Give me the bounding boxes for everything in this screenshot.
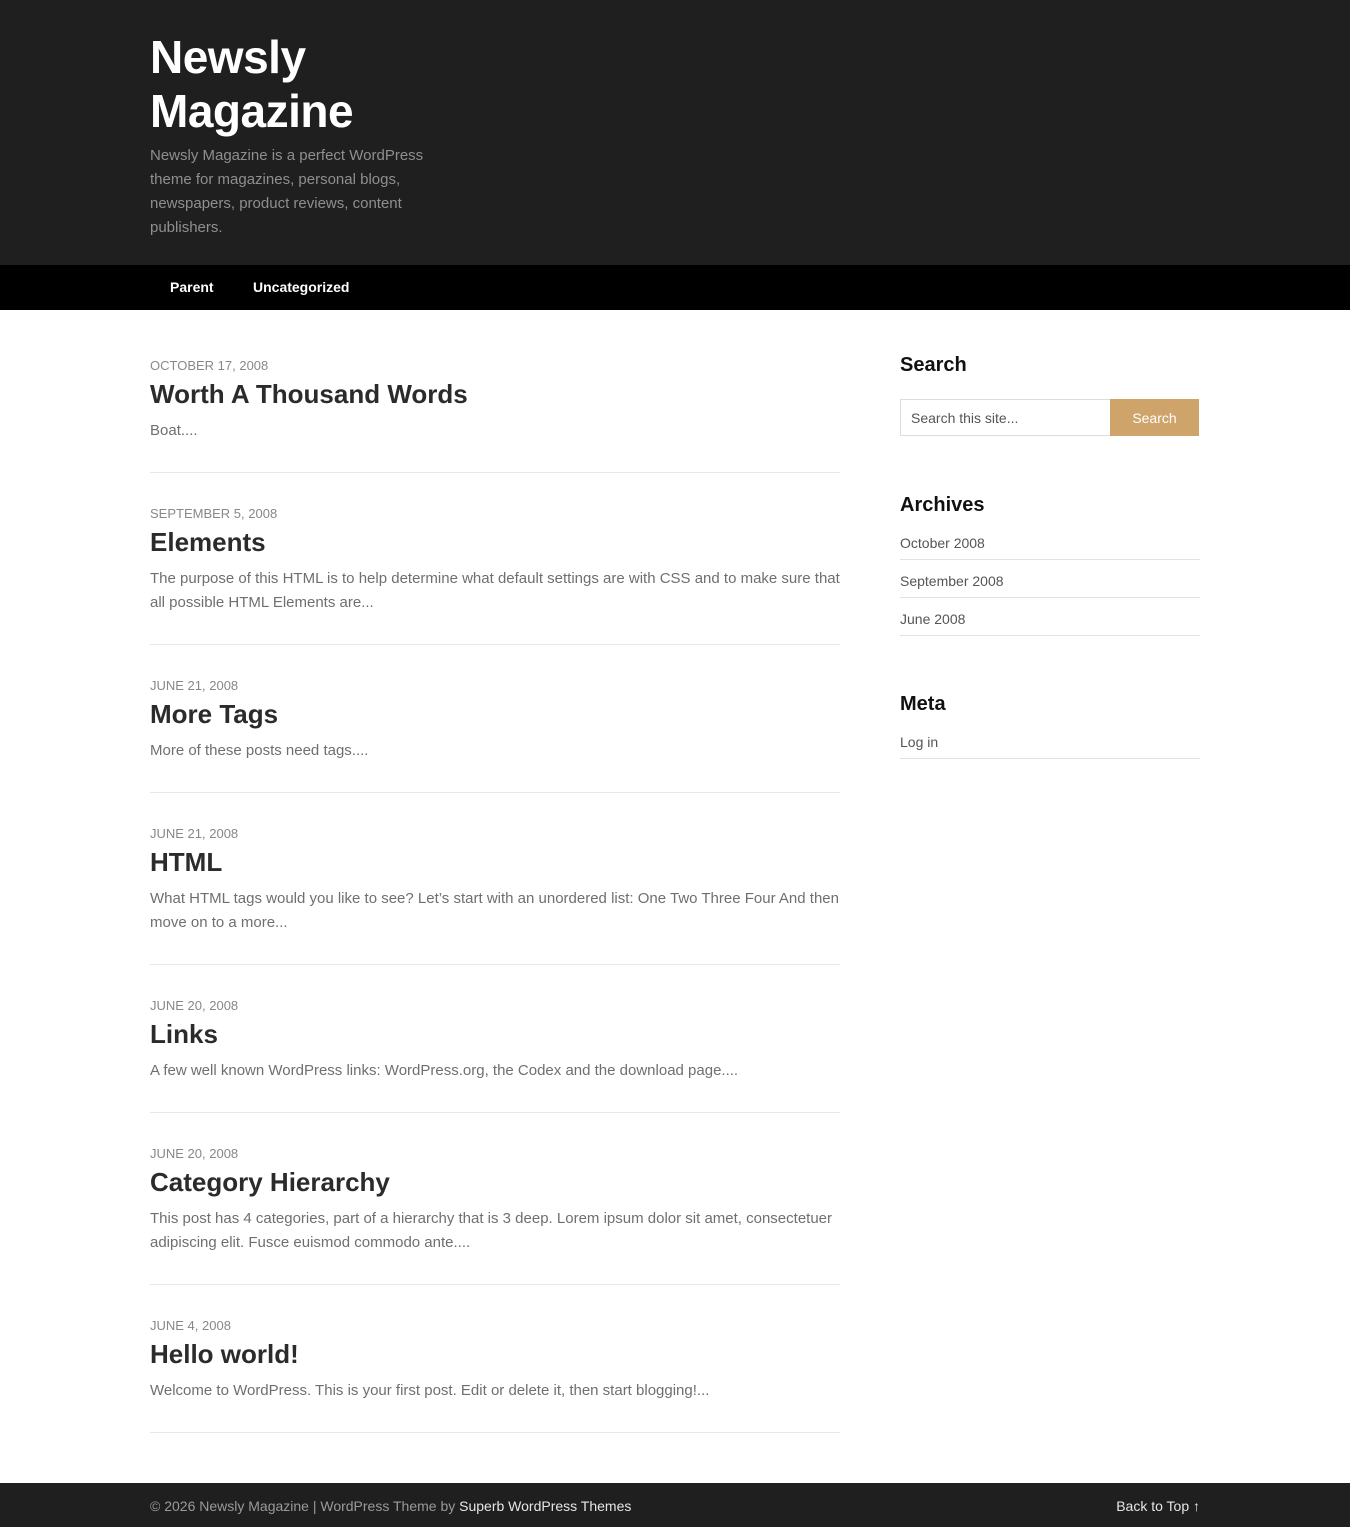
footer-copyright: © 2026 Newsly Magazine | WordPress Theme by: [150, 1498, 460, 1514]
nav-item-parent[interactable]: Parent: [170, 279, 214, 295]
post-date: JUNE 21, 2008: [150, 678, 239, 693]
post-title[interactable]: Worth A Thousand Words: [150, 379, 468, 409]
site-description: Newsly Magazine is a perfect WordPress theme for magazines, personal blogs, newspapers, product reviews, content publishers.: [150, 147, 424, 236]
post-title[interactable]: HTML: [150, 847, 223, 877]
main-navigation: [0, 265, 1350, 310]
post-divider: [150, 792, 840, 793]
post-item: [150, 825, 840, 935]
post-divider: [150, 1432, 840, 1433]
post-item: [150, 997, 840, 1083]
post-item: [150, 1145, 840, 1255]
archive-link-label: October 2008: [900, 535, 985, 551]
post-divider: [150, 1284, 840, 1285]
meta-link-label: Log in: [900, 734, 939, 750]
post-date: JUNE 21, 2008: [150, 826, 239, 841]
nav-item-uncategorized[interactable]: Uncategorized: [253, 279, 350, 295]
site-header: [0, 0, 1350, 265]
search-widget-title: Search: [900, 354, 967, 376]
post-excerpt: A few well known WordPress links: WordPress.org, the Codex and the download page....: [150, 1062, 739, 1079]
post-title[interactable]: Hello world!: [150, 1339, 299, 1369]
post-divider: [150, 964, 840, 965]
post-date: OCTOBER 17, 2008: [150, 358, 269, 373]
post-item: [150, 505, 840, 615]
archive-link-label: September 2008: [900, 573, 1004, 589]
archive-link-september-2008[interactable]: [900, 560, 1200, 598]
meta-link-log-in[interactable]: [900, 721, 1200, 759]
search-button[interactable]: Search: [1110, 399, 1199, 436]
site-title[interactable]: Newsly Magazine: [150, 31, 354, 137]
archive-link-june-2008[interactable]: [900, 598, 1200, 636]
post-date: SEPTEMBER 5, 2008: [150, 506, 278, 521]
post-item: [150, 1317, 840, 1403]
post-excerpt: More of these posts need tags....: [150, 742, 369, 759]
archives-widget-title: Archives: [900, 494, 985, 516]
archive-link-october-2008[interactable]: [900, 522, 1200, 560]
search-input[interactable]: [900, 399, 1111, 436]
post-title[interactable]: More Tags: [150, 699, 279, 729]
post-title[interactable]: Links: [150, 1019, 218, 1049]
post-excerpt: The purpose of this HTML is to help determine what default settings are with CSS and to make sure that all possible HTML Elements are...: [150, 570, 840, 611]
site-footer: [0, 1483, 1350, 1527]
footer-theme-link[interactable]: Superb WordPress Themes: [459, 1498, 632, 1514]
search-form: [900, 399, 1200, 436]
post-title[interactable]: Elements: [150, 527, 266, 557]
post-date: JUNE 4, 2008: [150, 1318, 231, 1333]
post-date: JUNE 20, 2008: [150, 1146, 239, 1161]
meta-widget-title: Meta: [900, 693, 946, 715]
post-item: [150, 357, 840, 443]
post-excerpt: What HTML tags would you like to see? Let’s start with an unordered list: One Two Three Four And then move on to a more...: [150, 890, 839, 931]
post-divider: [150, 1112, 840, 1113]
post-item: [150, 677, 840, 763]
back-to-top-link[interactable]: Back to Top ↑: [1116, 1498, 1200, 1514]
post-date: JUNE 20, 2008: [150, 998, 239, 1013]
post-excerpt: Welcome to WordPress. This is your first post. Edit or delete it, then start blogging!...: [150, 1382, 710, 1399]
post-excerpt: Boat....: [150, 422, 198, 439]
post-divider: [150, 644, 840, 645]
post-title[interactable]: Category Hierarchy: [150, 1167, 390, 1197]
archive-link-label: June 2008: [900, 611, 966, 627]
post-divider: [150, 472, 840, 473]
post-excerpt: This post has 4 categories, part of a hierarchy that is 3 deep. Lorem ipsum dolor sit amet, consectetuer adipiscing elit. Fusce euismod commodo ante....: [150, 1210, 833, 1251]
footer-credits: [150, 1483, 631, 1527]
